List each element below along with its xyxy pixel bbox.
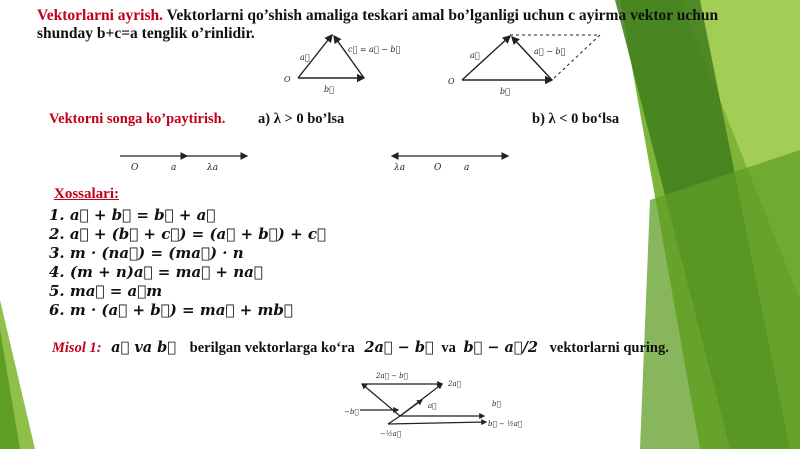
example-va: va	[441, 340, 456, 356]
property-1: 1. a⃗ + b⃗ = b⃗ + a⃗	[49, 206, 216, 224]
line-a-o: O	[131, 163, 139, 173]
triangle-figure	[280, 30, 400, 98]
example-vectors: a⃗ va b⃗	[111, 339, 177, 356]
triangle-label-b: b⃗	[324, 85, 334, 94]
title-red: Vektorlarni ayrish.	[37, 7, 164, 24]
para-label-a: a⃗	[470, 51, 480, 60]
line-b-la: λa	[394, 163, 406, 173]
line-b-o: O	[434, 163, 442, 173]
triangle-label-c: c⃗ = a⃗ − b⃗	[348, 45, 400, 54]
triangle-origin: O	[284, 75, 291, 84]
line-positive	[115, 146, 255, 176]
para-label-b: b⃗	[500, 87, 510, 96]
title-line2: shunday b+c=a tenglik o’rinlidir.	[37, 25, 255, 42]
property-3: 3. m · (na⃗) = (ma⃗) · n	[49, 244, 244, 262]
fig-2a-minus-b: 2a⃗ − b⃗	[376, 372, 408, 380]
example-expr2: b⃗ − a⃗/2	[463, 339, 539, 356]
triangle-label-a: a⃗	[300, 53, 310, 62]
property-5: 5. ma⃗ = a⃗m	[49, 282, 163, 300]
property-2: 2. a⃗ + (b⃗ + c⃗) = (a⃗ + b⃗) + c⃗	[49, 225, 327, 243]
fig-a: a⃗	[428, 402, 437, 410]
fig-neg-b: −b⃗	[344, 408, 359, 416]
parallelogram-figure	[448, 28, 608, 98]
scalar-heading: Vektorni songa ko’paytirish.	[49, 111, 226, 127]
example-text2: vektorlarni quring.	[549, 340, 669, 356]
example-label: Misol 1:	[52, 340, 102, 356]
line-b-a: a	[464, 163, 470, 173]
title-text: Vektorlarni qo’shish amaliga teskari amal bo’lganligi uchun c ayirma vektor uchun	[166, 7, 719, 24]
property-4: 4. (m + n)a⃗ = ma⃗ + na⃗	[49, 263, 263, 281]
fig-b: b⃗	[492, 400, 501, 408]
line-a-la: λa	[207, 163, 219, 173]
page-title	[37, 6, 797, 26]
line-a-a: a	[171, 163, 177, 173]
fig-b-minus-half-a: b⃗ − ½a⃗	[488, 420, 523, 428]
case-b-label: b) λ < 0 bo‘lsa	[532, 111, 620, 127]
para-origin: O	[448, 77, 455, 86]
properties-heading: Xossalari:	[54, 186, 119, 202]
example-text1: berilgan vektorlarga ko‘ra	[189, 340, 355, 356]
example-expr1: 2a⃗ − b⃗	[364, 339, 434, 356]
example-line	[52, 339, 669, 357]
fig-2a: 2a⃗	[448, 380, 461, 388]
case-a-label: a) λ > 0 bo’lsa	[258, 111, 345, 127]
fig-half-a: −½a⃗	[380, 430, 402, 438]
example-figure	[340, 366, 530, 442]
line-negative	[388, 146, 518, 176]
property-6: 6. m · (a⃗ + b⃗) = ma⃗ + mb⃗	[49, 301, 293, 319]
para-label-diff: a⃗ − b⃗	[534, 47, 566, 56]
